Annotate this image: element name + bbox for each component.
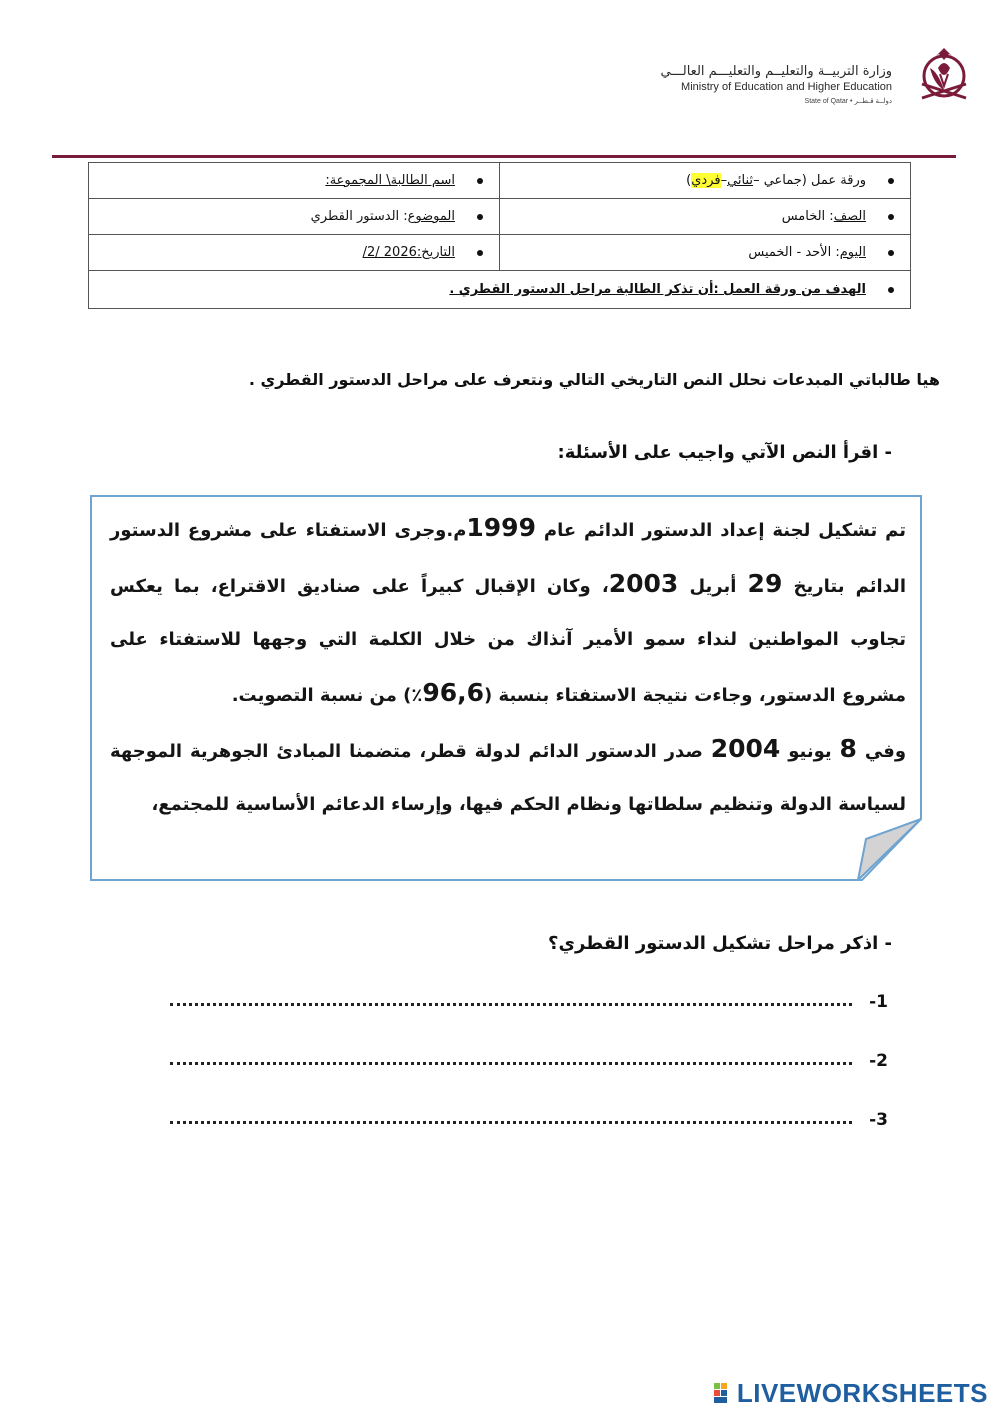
bullet-icon xyxy=(477,214,483,220)
passage-day: 29 xyxy=(747,569,783,598)
bullet-icon xyxy=(888,178,894,184)
ministry-logo xyxy=(572,46,972,116)
subject-value: : الدستور القطري xyxy=(310,209,408,224)
worksheet-type-cell xyxy=(500,163,911,199)
passage-year: 2003 xyxy=(608,569,679,598)
passage-segment: ، وكان الإقبال كبيراً على صناديق الاقتراع، بما يعكس تجاوب المواطنين لنداء سمو الأمير آنذاك من خلال الكلمة التي وجهها للاستفتاء على مشروع الدستور، وجاءت نتيجة الاستفتاء بنسبة ( xyxy=(110,576,906,706)
passage-text xyxy=(110,501,906,831)
answer-blank[interactable] xyxy=(170,1120,852,1124)
worksheet-type-dash: – xyxy=(720,173,728,188)
ministry-name-english: Ministry of Education and Higher Education xyxy=(681,81,892,93)
bullet-icon xyxy=(477,250,483,256)
passage-year: 2004 xyxy=(710,734,781,763)
state-of-qatar-label: State of Qatar • دولــة قـطــر xyxy=(804,98,892,105)
date-label: التاريخ: xyxy=(416,245,455,260)
passage-day: 8 xyxy=(839,734,857,763)
passage-paragraph-2 xyxy=(110,722,906,831)
passage-segment: صدر الدستور الدائم لدولة قطر، متضمنا المبادئ الجوهرية الموجهة لسياسة الدولة وتنظيم سلطاتها ونظام الحكم فيها، وإرساء الدعائم الأساسية للمجتمع، xyxy=(110,741,906,815)
worksheet-type-pair: ثنائي xyxy=(727,173,754,188)
passage-box xyxy=(90,495,922,881)
bullet-icon xyxy=(888,287,894,293)
day-label: اليوم xyxy=(839,245,866,260)
worksheet-type-prefix: ورقة عمل (جماعي – xyxy=(753,173,866,188)
reading-instruction: - اقرأ النص الآتي واجيب على الأسئلة: xyxy=(557,442,892,463)
bullet-icon xyxy=(888,214,894,220)
ministry-name-arabic: وزارة التربيــة والتعليــم والتعليـــم العالـــي xyxy=(660,64,892,79)
bullet-icon xyxy=(888,250,894,256)
goal-cell xyxy=(89,271,911,309)
passage-paragraph-1 xyxy=(110,501,906,722)
intro-text: هيا طالباتي المبدعات نحلل النص التاريخي التالي ونتعرف على مراحل الدستور القطري . xyxy=(248,370,940,389)
qatar-emblem-icon xyxy=(916,46,972,108)
goal-value: أن تذكر الطالبة مراحل الدستور القطري . xyxy=(449,282,714,297)
answer-line-1[interactable] xyxy=(170,984,890,1014)
answer-line-3[interactable] xyxy=(170,1102,890,1132)
answer-blank[interactable] xyxy=(170,1061,852,1065)
passage-segment: وفي xyxy=(856,741,907,762)
passage-segment: تم تشكيل لجنة إعداد الدستور الدائم عام xyxy=(535,520,907,541)
answer-number: -1 xyxy=(869,992,888,1012)
passage-segment: يونيو xyxy=(780,741,840,762)
passage-segment: أبريل xyxy=(678,576,748,597)
passage-percent: 96,6 xyxy=(422,678,485,707)
bullet-icon xyxy=(477,178,483,184)
grade-cell xyxy=(500,199,911,235)
student-name-cell xyxy=(89,163,500,199)
grade-value: : الخامس xyxy=(781,209,834,224)
day-cell xyxy=(500,235,911,271)
answer-blank[interactable] xyxy=(170,1002,852,1006)
day-value: : الأحد - الخميس xyxy=(748,245,840,260)
answer-line-2[interactable] xyxy=(170,1043,890,1073)
date-value: /2/ 2026 xyxy=(362,245,417,260)
goal-label: الهدف من ورقة العمل : xyxy=(713,282,866,297)
liveworksheets-label: LIVEWORKSHEETS xyxy=(736,1377,988,1408)
grade-label: الصف xyxy=(833,209,866,224)
worksheet-type-suffix: ) xyxy=(686,173,692,188)
date-cell xyxy=(89,235,500,271)
answer-number: -2 xyxy=(869,1051,888,1071)
subject-cell xyxy=(89,199,500,235)
worksheet-info-table xyxy=(88,162,911,309)
subject-label: الموضوع xyxy=(407,209,455,224)
question-text: - اذكر مراحل تشكيل الدستور القطري؟ xyxy=(548,933,892,954)
student-name-label: اسم الطالبة\ المجموعة: xyxy=(325,173,455,188)
passage-year: 1999 xyxy=(466,513,536,542)
liveworksheets-logo-icon xyxy=(714,1383,734,1403)
liveworksheets-brand xyxy=(714,1378,988,1408)
header-divider xyxy=(52,155,956,158)
answer-number: -3 xyxy=(869,1110,888,1130)
passage-segment: م.وجرى الاستفتاء على مشروع الدستور الدائم بتاريخ xyxy=(110,520,906,597)
passage-segment: ٪) من نسبة التصويت. xyxy=(231,685,423,706)
worksheet-type-individual: فردي xyxy=(691,173,721,188)
